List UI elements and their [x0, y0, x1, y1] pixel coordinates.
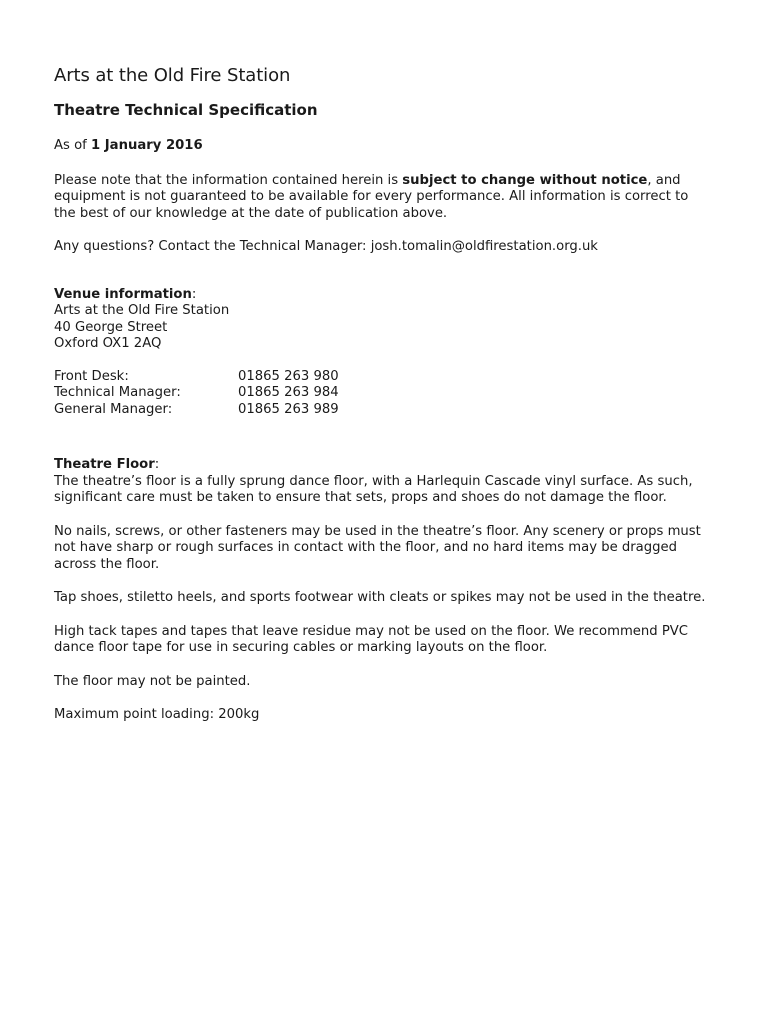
- contact-row: [54, 385, 708, 402]
- venue-heading-label: Venue information: [54, 286, 192, 302]
- contact-phone: 01865 263 989: [238, 401, 339, 417]
- venue-heading-colon: :: [191, 286, 197, 302]
- document-subtitle: Theatre Technical Specification: [54, 101, 318, 119]
- as-of-line: [54, 138, 708, 155]
- floor-paragraph: The floor may not be painted.: [54, 673, 251, 689]
- address-line: Arts at the Old Fire Station: [54, 303, 230, 318]
- questions-line: Any questions? Contact the Technical Manager: josh.tomalin@oldfirestation.org.uk: [54, 239, 598, 254]
- contact-label: Technical Manager:: [54, 385, 181, 400]
- contact-phone: 01865 263 980: [238, 368, 339, 384]
- contact-phone: 01865 263 984: [238, 385, 339, 400]
- floor-paragraph: High tack tapes and tapes that leave residue may not be used on the floor. We recommend PVC dance floor tape for use in securing cables or marking layouts on the floor.: [54, 623, 689, 655]
- notice-paragraph: [54, 173, 708, 223]
- floor-paragraph: Tap shoes, stiletto heels, and sports footwear with cleats or spikes may not be used in the theatre.: [54, 590, 706, 605]
- contact-label: General Manager:: [54, 401, 173, 417]
- floor-heading: [54, 457, 708, 474]
- floor-paragraph: Maximum point loading: 200kg: [54, 707, 260, 722]
- contact-row: [54, 402, 708, 419]
- notice-part1: Please note that the information contained herein is: [54, 172, 403, 188]
- floor-heading-label: Theatre Floor: [54, 457, 155, 472]
- venue-contacts: [54, 369, 708, 419]
- notice-part2: , and equipment is not guaranteed to be available for every performance. All information is correct to the best of our knowledge at the date of publication above.: [54, 172, 689, 221]
- floor-heading-colon: :: [154, 457, 160, 472]
- address-line: Oxford OX1 2AQ: [54, 336, 162, 351]
- as-of-prefix: As of: [54, 138, 91, 153]
- floor-paragraph: The theatre’s floor is a fully sprung dance floor, with a Harlequin Cascade vinyl surface. As such, significant care must be taken to ensure that sets, props and shoes do not damage the floor.: [54, 473, 693, 505]
- notice-bold: subject to change without notice: [402, 172, 648, 188]
- address-line: 40 George Street: [54, 319, 168, 335]
- venue-heading: [54, 287, 708, 304]
- floor-paragraph: No nails, screws, or other fasteners may be used in the theatre’s floor. Any scenery or props must not have sharp or rough surfaces in contact with the floor, and no hard items may be dragged across the floor.: [54, 523, 701, 572]
- contact-label: Front Desk:: [54, 368, 129, 384]
- contact-row: [54, 369, 708, 386]
- document-title: Arts at the Old Fire Station: [54, 65, 291, 86]
- venue-address: [54, 303, 708, 353]
- as-of-date: 1 January 2016: [91, 138, 203, 153]
